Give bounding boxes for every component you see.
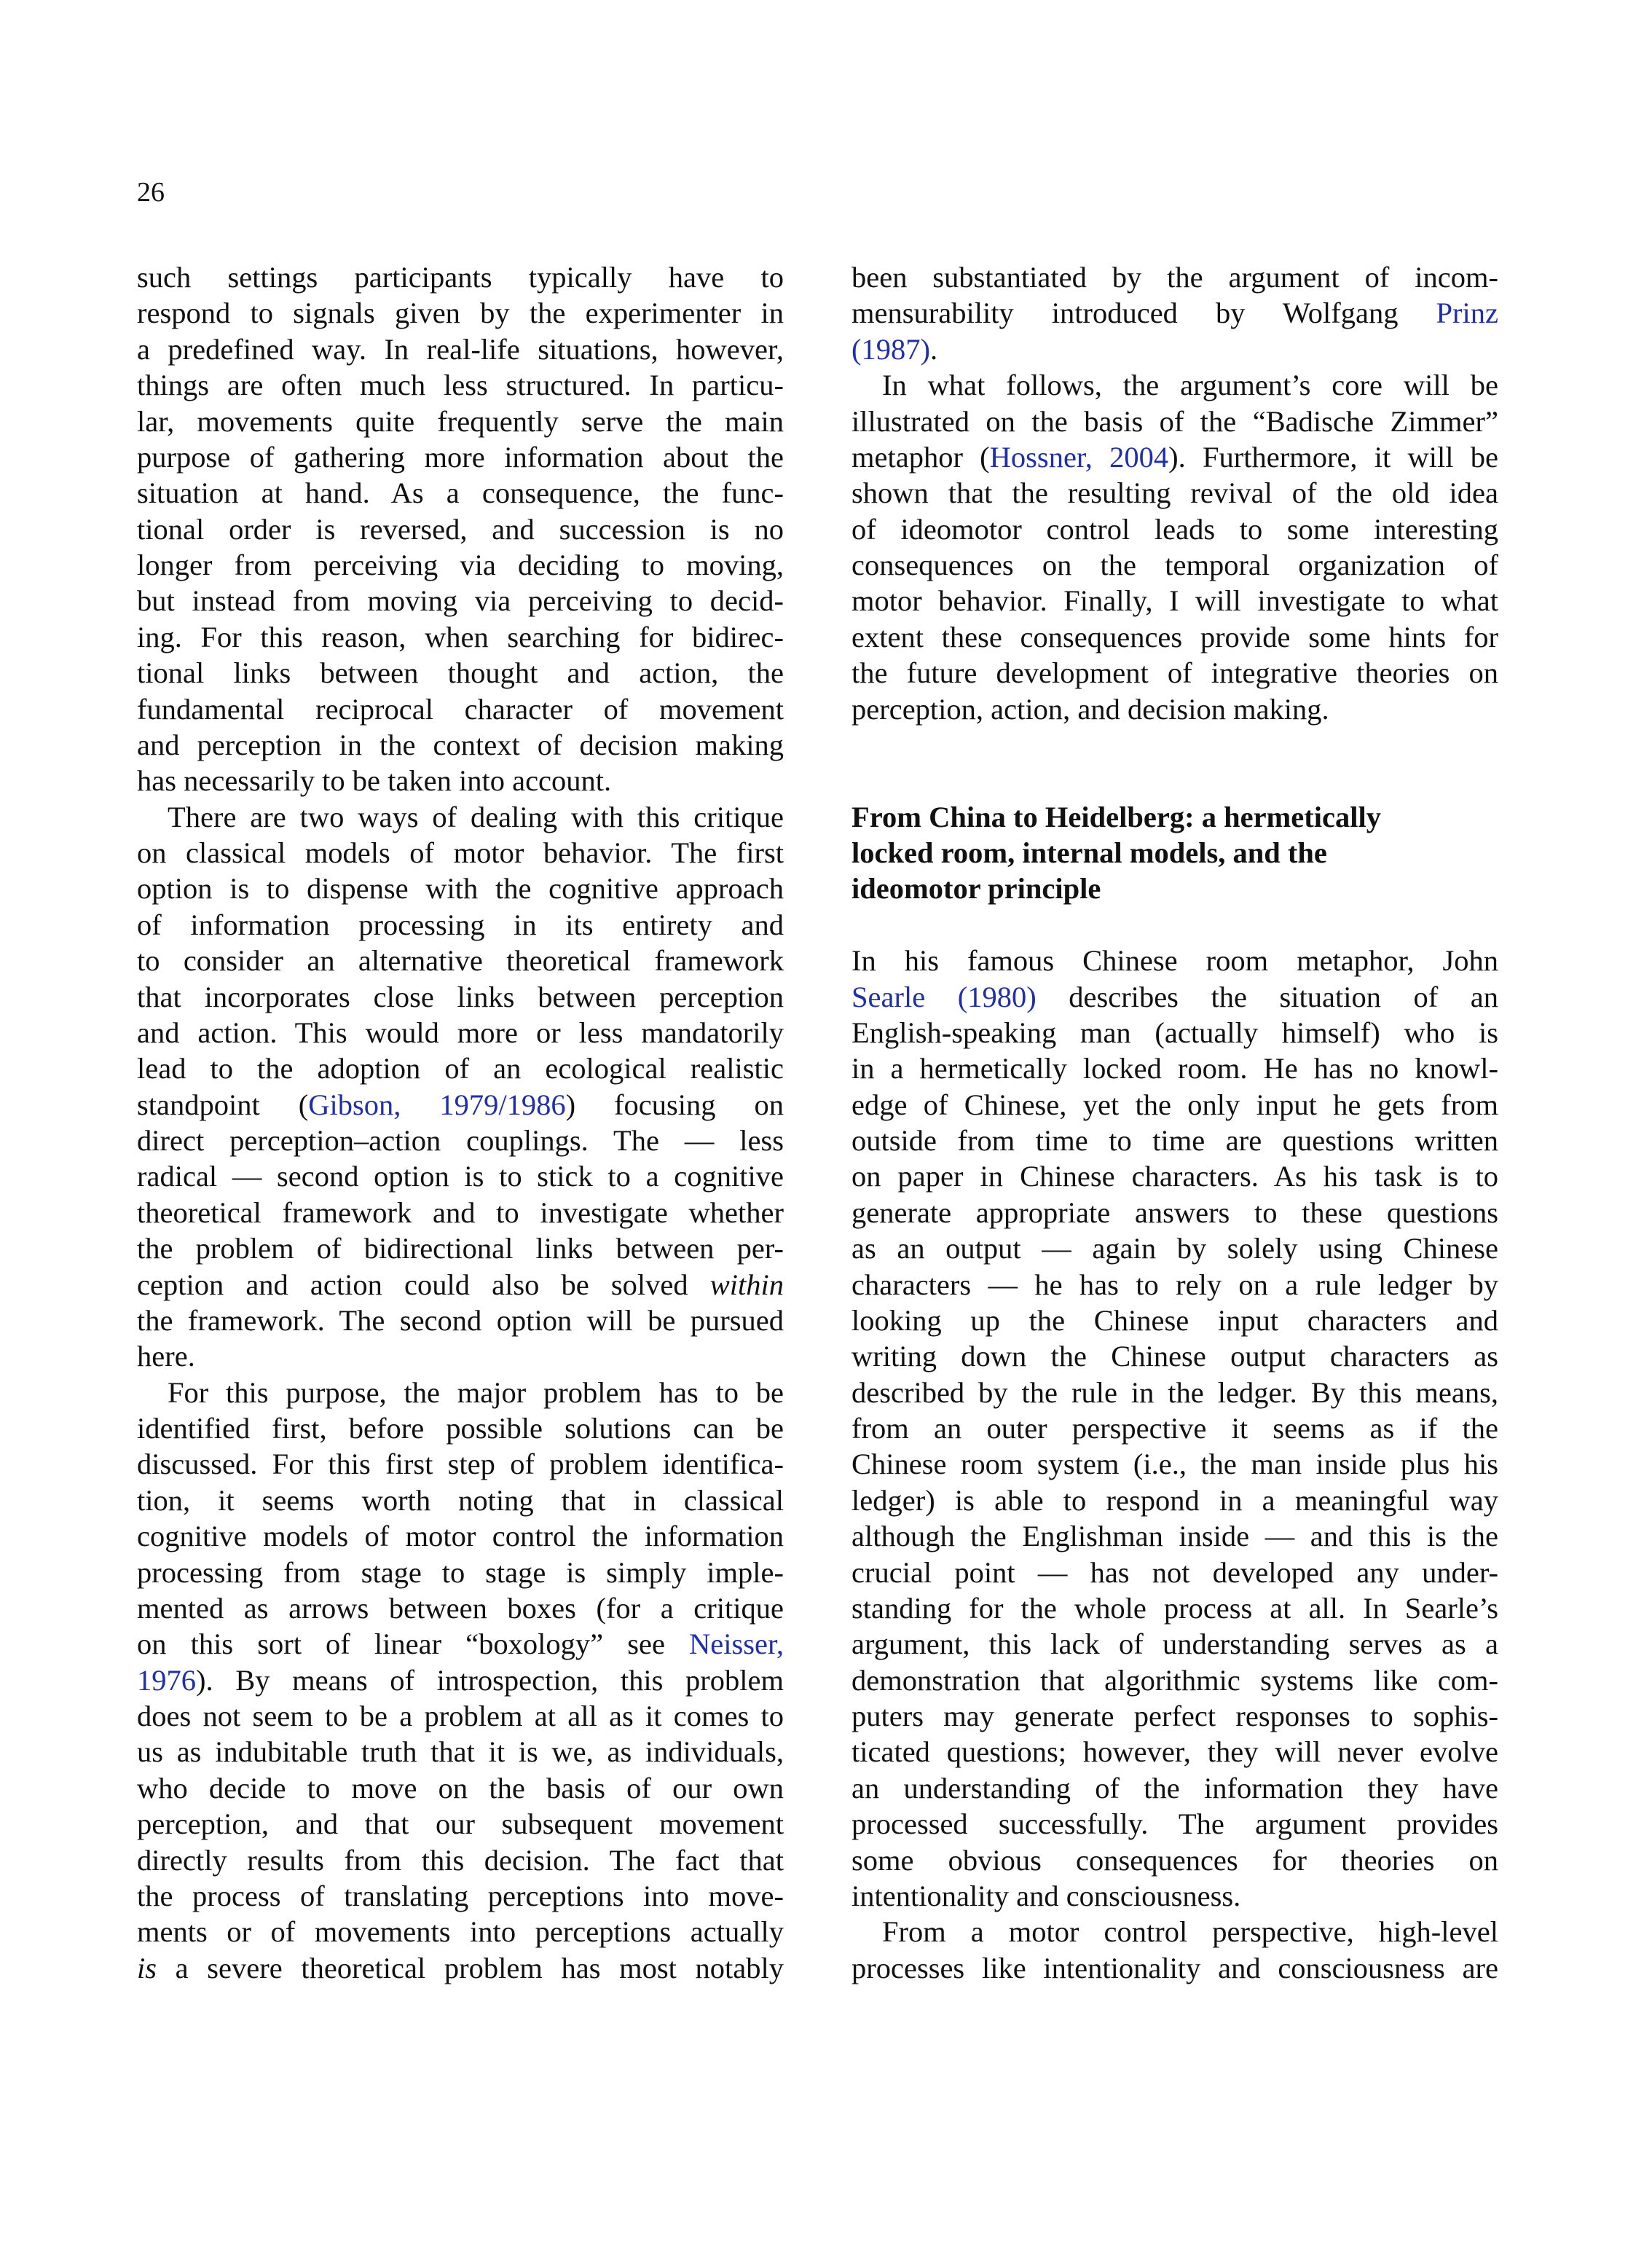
text-line: In his famous Chinese room metaphor, John <box>851 944 1498 978</box>
text-line: the framework. The second option will be pursued <box>137 1303 784 1337</box>
text-line: who decide to move on the basis of our own <box>137 1771 784 1805</box>
text-line: that incorporates close links between perception <box>137 980 784 1013</box>
text-line: characters — he has to rely on a rule ledger by <box>851 1268 1498 1301</box>
italic-text: is <box>137 1951 157 1984</box>
page-number: 26 <box>137 177 165 208</box>
text-line: tional links between thought and action, the <box>137 656 784 690</box>
citation-link[interactable]: Prinz <box>1436 297 1498 330</box>
text-line: us as indubitable truth that it is we, as individuals, <box>137 1735 784 1769</box>
text-line: illustrated on the basis of the “Badische Zimmer” <box>851 404 1498 438</box>
text-line: things are often much less structured. In particu- <box>137 369 784 402</box>
blank-line <box>851 727 1498 763</box>
text-line: as an output — again by solely using Chinese <box>851 1232 1498 1265</box>
paragraph <box>851 943 1498 1914</box>
text-line: the future development of integrative theories on <box>851 656 1498 690</box>
text-line: tional order is reversed, and succession is no <box>137 512 784 546</box>
text-line: metaphor (Hossner, 2004). Furthermore, it will be <box>851 440 1498 474</box>
section-heading <box>851 799 1498 907</box>
text-line: discussed. For this first step of problem identifica- <box>137 1448 784 1481</box>
text-line: on paper in Chinese characters. As his task is to <box>851 1160 1498 1193</box>
text-line: fundamental reciprocal character of movement <box>137 692 784 726</box>
text-line: from an outer perspective it seems as if the <box>851 1412 1498 1445</box>
text-line: Chinese room system (i.e., the man inside plus his <box>851 1448 1498 1481</box>
text-line: ticated questions; however, they will never evolve <box>851 1735 1498 1769</box>
paragraph <box>851 1914 1498 1986</box>
text-line: processing from stage to stage is simply imple- <box>137 1555 784 1589</box>
paragraph <box>137 259 784 799</box>
text-line: lead to the adoption of an ecological realistic <box>137 1052 784 1085</box>
text-line: has necessarily to be taken into account. <box>137 764 612 798</box>
text-line: radical — second option is to stick to a cognitive <box>137 1160 784 1193</box>
text-line: crucial point — has not developed any under- <box>851 1555 1498 1589</box>
text-line: here. <box>137 1340 195 1373</box>
text-line: direct perception–action couplings. The — less <box>137 1124 784 1157</box>
text-line: in a hermetically locked room. He has no knowl- <box>851 1052 1498 1085</box>
text-line: been substantiated by the argument of incom- <box>851 261 1498 294</box>
text-line: 1976). By means of introspection, this problem <box>137 1663 784 1697</box>
text-line: In what follows, the argument’s core will be <box>882 369 1498 402</box>
text-line: does not seem to be a problem at all as it comes to <box>137 1700 784 1732</box>
text-line: intentionality and consciousness. <box>851 1879 1241 1912</box>
text-line: looking up the Chinese input characters and <box>851 1303 1498 1337</box>
text-line: processed successfully. The argument provides <box>851 1807 1498 1841</box>
text-line: Searle (1980) describes the situation of an <box>851 980 1498 1013</box>
text-line: processes like intentionality and consciousness are <box>851 1951 1498 1984</box>
text-line: perception, and that our subsequent movement <box>137 1807 784 1841</box>
citation-link[interactable]: Neisser, <box>689 1627 784 1661</box>
text-line: although the Englishman inside — and this is the <box>851 1520 1498 1553</box>
text-line: the process of translating perceptions into move- <box>137 1879 784 1912</box>
text-line: writing down the Chinese output characters as <box>851 1340 1498 1373</box>
text-line: longer from perceiving via deciding to moving, <box>137 549 784 581</box>
text-line: to consider an alternative theoretical framework <box>137 944 784 978</box>
text-line: of information processing in its entirety and <box>137 908 784 941</box>
citation-link[interactable]: Hossner, 2004 <box>989 440 1169 474</box>
citation-link[interactable]: 1976 <box>137 1663 196 1697</box>
text-line: ception and action could also be solved within <box>137 1268 784 1301</box>
paragraph <box>137 1375 784 1986</box>
text-line: such settings participants typically have to <box>137 261 784 294</box>
text-line: lar, movements quite frequently serve the main <box>137 404 784 438</box>
text-line: edge of Chinese, yet the only input he gets from <box>851 1088 1498 1121</box>
text-line: theoretical framework and to investigate whether <box>137 1195 784 1229</box>
text-line: ledger) is able to respond in a meaningful way <box>851 1483 1498 1517</box>
text-line: is a severe theoretical problem has most notably <box>137 1951 784 1984</box>
text-line: generate appropriate answers to these questions <box>851 1195 1498 1229</box>
citation-link[interactable]: (1987) <box>851 332 930 366</box>
text-line: and action. This would more or less mandatorily <box>137 1016 784 1049</box>
text-line: of ideomotor control leads to some interesting <box>851 512 1498 546</box>
text-line: For this purpose, the major problem has to be <box>168 1375 784 1409</box>
text-line: demonstration that algorithmic systems like com- <box>851 1663 1498 1697</box>
text-line: ideomotor principle <box>851 872 1101 906</box>
paragraph <box>851 259 1498 367</box>
left-column <box>137 259 784 1986</box>
text-line: identified first, before possible solutions can be <box>137 1412 784 1445</box>
text-line: cognitive models of motor control the information <box>137 1520 784 1553</box>
paragraph <box>137 799 784 1375</box>
right-column <box>851 259 1498 1986</box>
blank-line <box>851 763 1498 798</box>
text-line: shown that the resulting revival of the old idea <box>851 476 1498 510</box>
text-line: tion, it seems worth noting that in classical <box>137 1483 784 1517</box>
text-line: directly results from this decision. The fact that <box>137 1843 784 1877</box>
text-line: English-speaking man (actually himself) who is <box>851 1016 1498 1049</box>
text-line: on classical models of motor behavior. The first <box>137 836 784 869</box>
text-line: purpose of gathering more information about the <box>137 440 784 474</box>
text-line: a predefined way. In real-life situations, however, <box>137 332 784 366</box>
text-line: argument, this lack of understanding serves as a <box>851 1627 1498 1661</box>
text-line: described by the rule in the ledger. By this means, <box>851 1375 1498 1409</box>
text-line: an understanding of the information they have <box>851 1771 1498 1805</box>
text-line: outside from time to time are questions written <box>851 1124 1498 1157</box>
text-line: locked room, internal models, and the <box>851 836 1327 869</box>
text-line: motor behavior. Finally, I will investigate to what <box>851 584 1498 618</box>
text-line: situation at hand. As a consequence, the func- <box>137 476 784 510</box>
text-line: (1987). <box>851 332 938 366</box>
text-line: option is to dispense with the cognitive approach <box>137 872 784 906</box>
text-line: puters may generate perfect responses to sophis- <box>851 1700 1498 1732</box>
text-line: but instead from moving via perceiving to decid- <box>137 584 784 618</box>
text-line: some obvious consequences for theories on <box>851 1843 1498 1877</box>
text-line: There are two ways of dealing with this critique <box>168 800 784 833</box>
paragraph <box>851 367 1498 727</box>
citation-link[interactable]: Searle (1980) <box>851 980 1037 1013</box>
text-line: respond to signals given by the experimenter in <box>137 297 784 330</box>
text-line: standing for the whole process at all. In Searle’s <box>851 1591 1498 1625</box>
text-line: extent these consequences provide some hints for <box>851 620 1498 653</box>
text-line: From China to Heidelberg: a hermetically <box>851 800 1381 833</box>
text-line: consequences on the temporal organization of <box>851 549 1498 581</box>
italic-text: within <box>709 1268 784 1301</box>
text-line: ing. For this reason, when searching for bidirec- <box>137 620 784 653</box>
text-line: ments or of movements into perceptions actually <box>137 1915 784 1949</box>
text-line: standpoint (Gibson, 1979/1986) focusing on <box>137 1088 784 1121</box>
text-line: mented as arrows between boxes (for a critique <box>137 1591 784 1625</box>
blank-line <box>851 907 1498 943</box>
text-line: the problem of bidirectional links between per- <box>137 1232 784 1265</box>
text-line: on this sort of linear “boxology” see Neisser, <box>137 1627 784 1661</box>
citation-link[interactable]: Gibson, 1979/1986 <box>308 1088 566 1121</box>
text-line: perception, action, and decision making. <box>851 692 1329 726</box>
text-line: From a motor control perspective, high-level <box>882 1915 1498 1949</box>
text-line: mensurability introduced by Wolfgang Prinz <box>851 297 1498 330</box>
text-line: and perception in the context of decision making <box>137 728 784 761</box>
